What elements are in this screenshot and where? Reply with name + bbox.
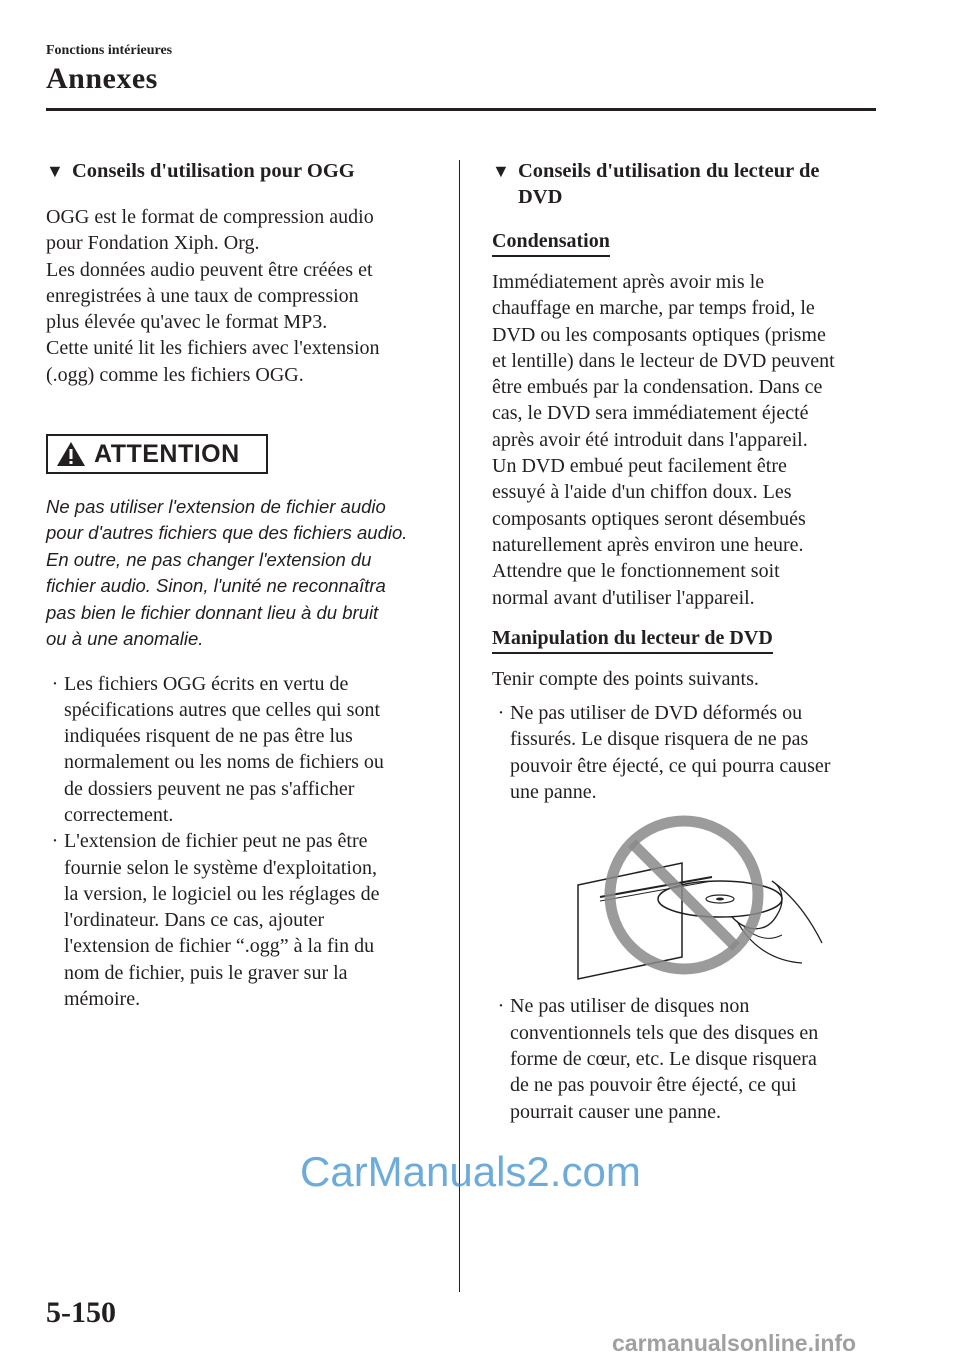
spacer (492, 611, 887, 625)
bullet-line: pouvoir être éjecté, ce qui pourra causer (510, 754, 831, 777)
right-column (492, 158, 887, 1125)
bullet-dot: · (51, 830, 59, 853)
caution-line: pas bien le fichier donnant lieu à du bruit (46, 601, 379, 623)
ogg-heading-text: Conseils d'utilisation pour OGG (72, 160, 355, 182)
condensation-line: être embués par la condensation. Dans ce (492, 376, 823, 399)
ogg-intro-line: enregistrées à une taux de compression (46, 284, 359, 307)
site-watermark: carmanualsonline.info (612, 1330, 857, 1356)
column-divider (459, 160, 460, 1292)
condensation-line: naturellement après environ une heure. (492, 533, 804, 556)
condensation-line: essuyé à l'aide d'un chiffon doux. Les (492, 481, 792, 504)
bullet-line: l'ordinateur. Dans ce cas, ajouter (64, 909, 325, 932)
bullet-dot: · (51, 672, 59, 695)
attention-label: ATTENTION (94, 439, 240, 468)
condensation-line: et lentille) dans le lecteur de DVD peuvent (492, 349, 835, 372)
page-number: 5-150 (46, 1296, 116, 1329)
bullet-line: nom de fichier, puis le graver sur la (64, 961, 348, 984)
bullet-line: normalement ou les noms de fichiers ou (64, 751, 384, 774)
chapter-title: Annexes (46, 62, 158, 95)
no-deformed-dvd-illustration (572, 815, 872, 985)
bullet-line: de ne pas pouvoir être éjecté, ce qui (510, 1074, 797, 1097)
ogg-intro-line: Les données audio peuvent être créées et (46, 258, 373, 281)
bullet-line: correctement. (64, 804, 174, 826)
handling-intro: Tenir compte des points suivants. (492, 667, 759, 690)
condensation-line: après avoir été introduit dans l'appareil. (492, 428, 808, 451)
bullet-line: une panne. (510, 781, 597, 804)
condensation-line: DVD ou les composants optiques (prisme (492, 323, 826, 346)
bullet-line: mémoire. (64, 988, 141, 1011)
handling-subheading: Manipulation du lecteur de DVD (492, 626, 773, 654)
bullet-line: fissurés. Le disque risquera de ne pas (510, 728, 809, 751)
bullet-line: la version, le logiciel ou les réglages de (64, 882, 380, 905)
bullet-line: Ne pas utiliser de disques non (510, 995, 750, 1018)
bullet-line: spécifications autres que celles qui sont (64, 698, 381, 721)
condensation-line: normal avant d'utiliser l'appareil. (492, 586, 755, 609)
caution-line: Ne pas utiliser l'extension de fichier audio (46, 496, 386, 518)
dvd-heading-line: Conseils d'utilisation du lecteur de (518, 160, 820, 182)
bullet-line: Ne pas utiliser de DVD déformés ou (510, 702, 803, 725)
bullet-line: Les fichiers OGG écrits en vertu de (64, 672, 349, 695)
condensation-line: Immédiatement après avoir mis le (492, 271, 765, 293)
ogg-intro-line: (.ogg) comme les fichiers OGG. (46, 363, 304, 386)
triangle-marker-icon: ▼ (46, 161, 64, 181)
caution-line: En outre, ne pas changer l'extension du (46, 548, 372, 570)
bullet-text (510, 993, 887, 1124)
bullet-dot: · (497, 702, 505, 725)
bullet-item (46, 828, 441, 1012)
bullet-item (492, 993, 887, 1124)
dvd-heading-text (518, 158, 819, 210)
triangle-marker-icon: ▼ (492, 161, 510, 181)
ogg-intro-line: Cette unité lit les fichiers avec l'extension (46, 337, 380, 360)
warning-triangle-icon (56, 441, 86, 467)
ogg-intro-line: pour Fondation Xiph. Org. (46, 232, 260, 255)
bullet-line: forme de cœur, etc. Le disque risquera (510, 1047, 817, 1070)
condensation-subheading: Condensation (492, 229, 610, 257)
prohibited-dvd-icon (572, 815, 872, 985)
bullet-line: pourrait causer une panne. (510, 1100, 722, 1123)
condensation-line: Un DVD embué peut facilement être (492, 455, 787, 478)
caution-line: ou à une anomalie. (46, 628, 204, 650)
bullet-text (64, 671, 441, 829)
left-column (46, 158, 441, 1012)
caution-line: fichier audio. Sinon, l'unité ne reconnaîtra (46, 575, 386, 597)
caution-text (46, 494, 441, 652)
condensation-text (492, 269, 887, 611)
section-label: Fonctions intérieures (46, 43, 173, 58)
ogg-intro-line: plus élevée qu'avec le format MP3. (46, 311, 328, 334)
caution-line: pour d'autres fichiers que des fichiers audio. (46, 522, 408, 544)
ogg-intro-line: OGG est le format de compression audio (46, 206, 374, 228)
bullet-item (46, 671, 441, 829)
ogg-intro (46, 204, 441, 388)
bullet-text (510, 700, 887, 805)
bullet-line: indiquées risquent de ne pas être lus (64, 725, 353, 748)
bullet-line: de dossiers peuvent ne pas s'afficher (64, 777, 355, 800)
condensation-line: Attendre que le fonctionnement soit (492, 560, 780, 583)
bullet-text (64, 828, 441, 1012)
condensation-line: cas, le DVD sera immédiatement éjecté (492, 402, 809, 425)
ogg-heading (46, 158, 441, 184)
condensation-line: composants optiques seront désembués (492, 507, 806, 530)
bullet-line: l'extension de fichier “.ogg” à la fin du (64, 935, 375, 958)
bullet-line: fournie selon le système d'exploitation, (64, 856, 377, 879)
condensation-line: chauffage en marche, par temps froid, le (492, 297, 815, 320)
bullet-dot: · (497, 995, 505, 1018)
dvd-heading (492, 158, 887, 210)
attention-box (46, 434, 268, 474)
bullet-line: L'extension de fichier peut ne pas être (64, 830, 368, 853)
dvd-heading-line: DVD (518, 186, 563, 208)
watermark: CarManuals2.com (300, 1148, 641, 1195)
header-rule (46, 108, 876, 111)
bullet-line: conventionnels tels que des disques en (510, 1021, 819, 1044)
bullet-item (492, 700, 887, 805)
